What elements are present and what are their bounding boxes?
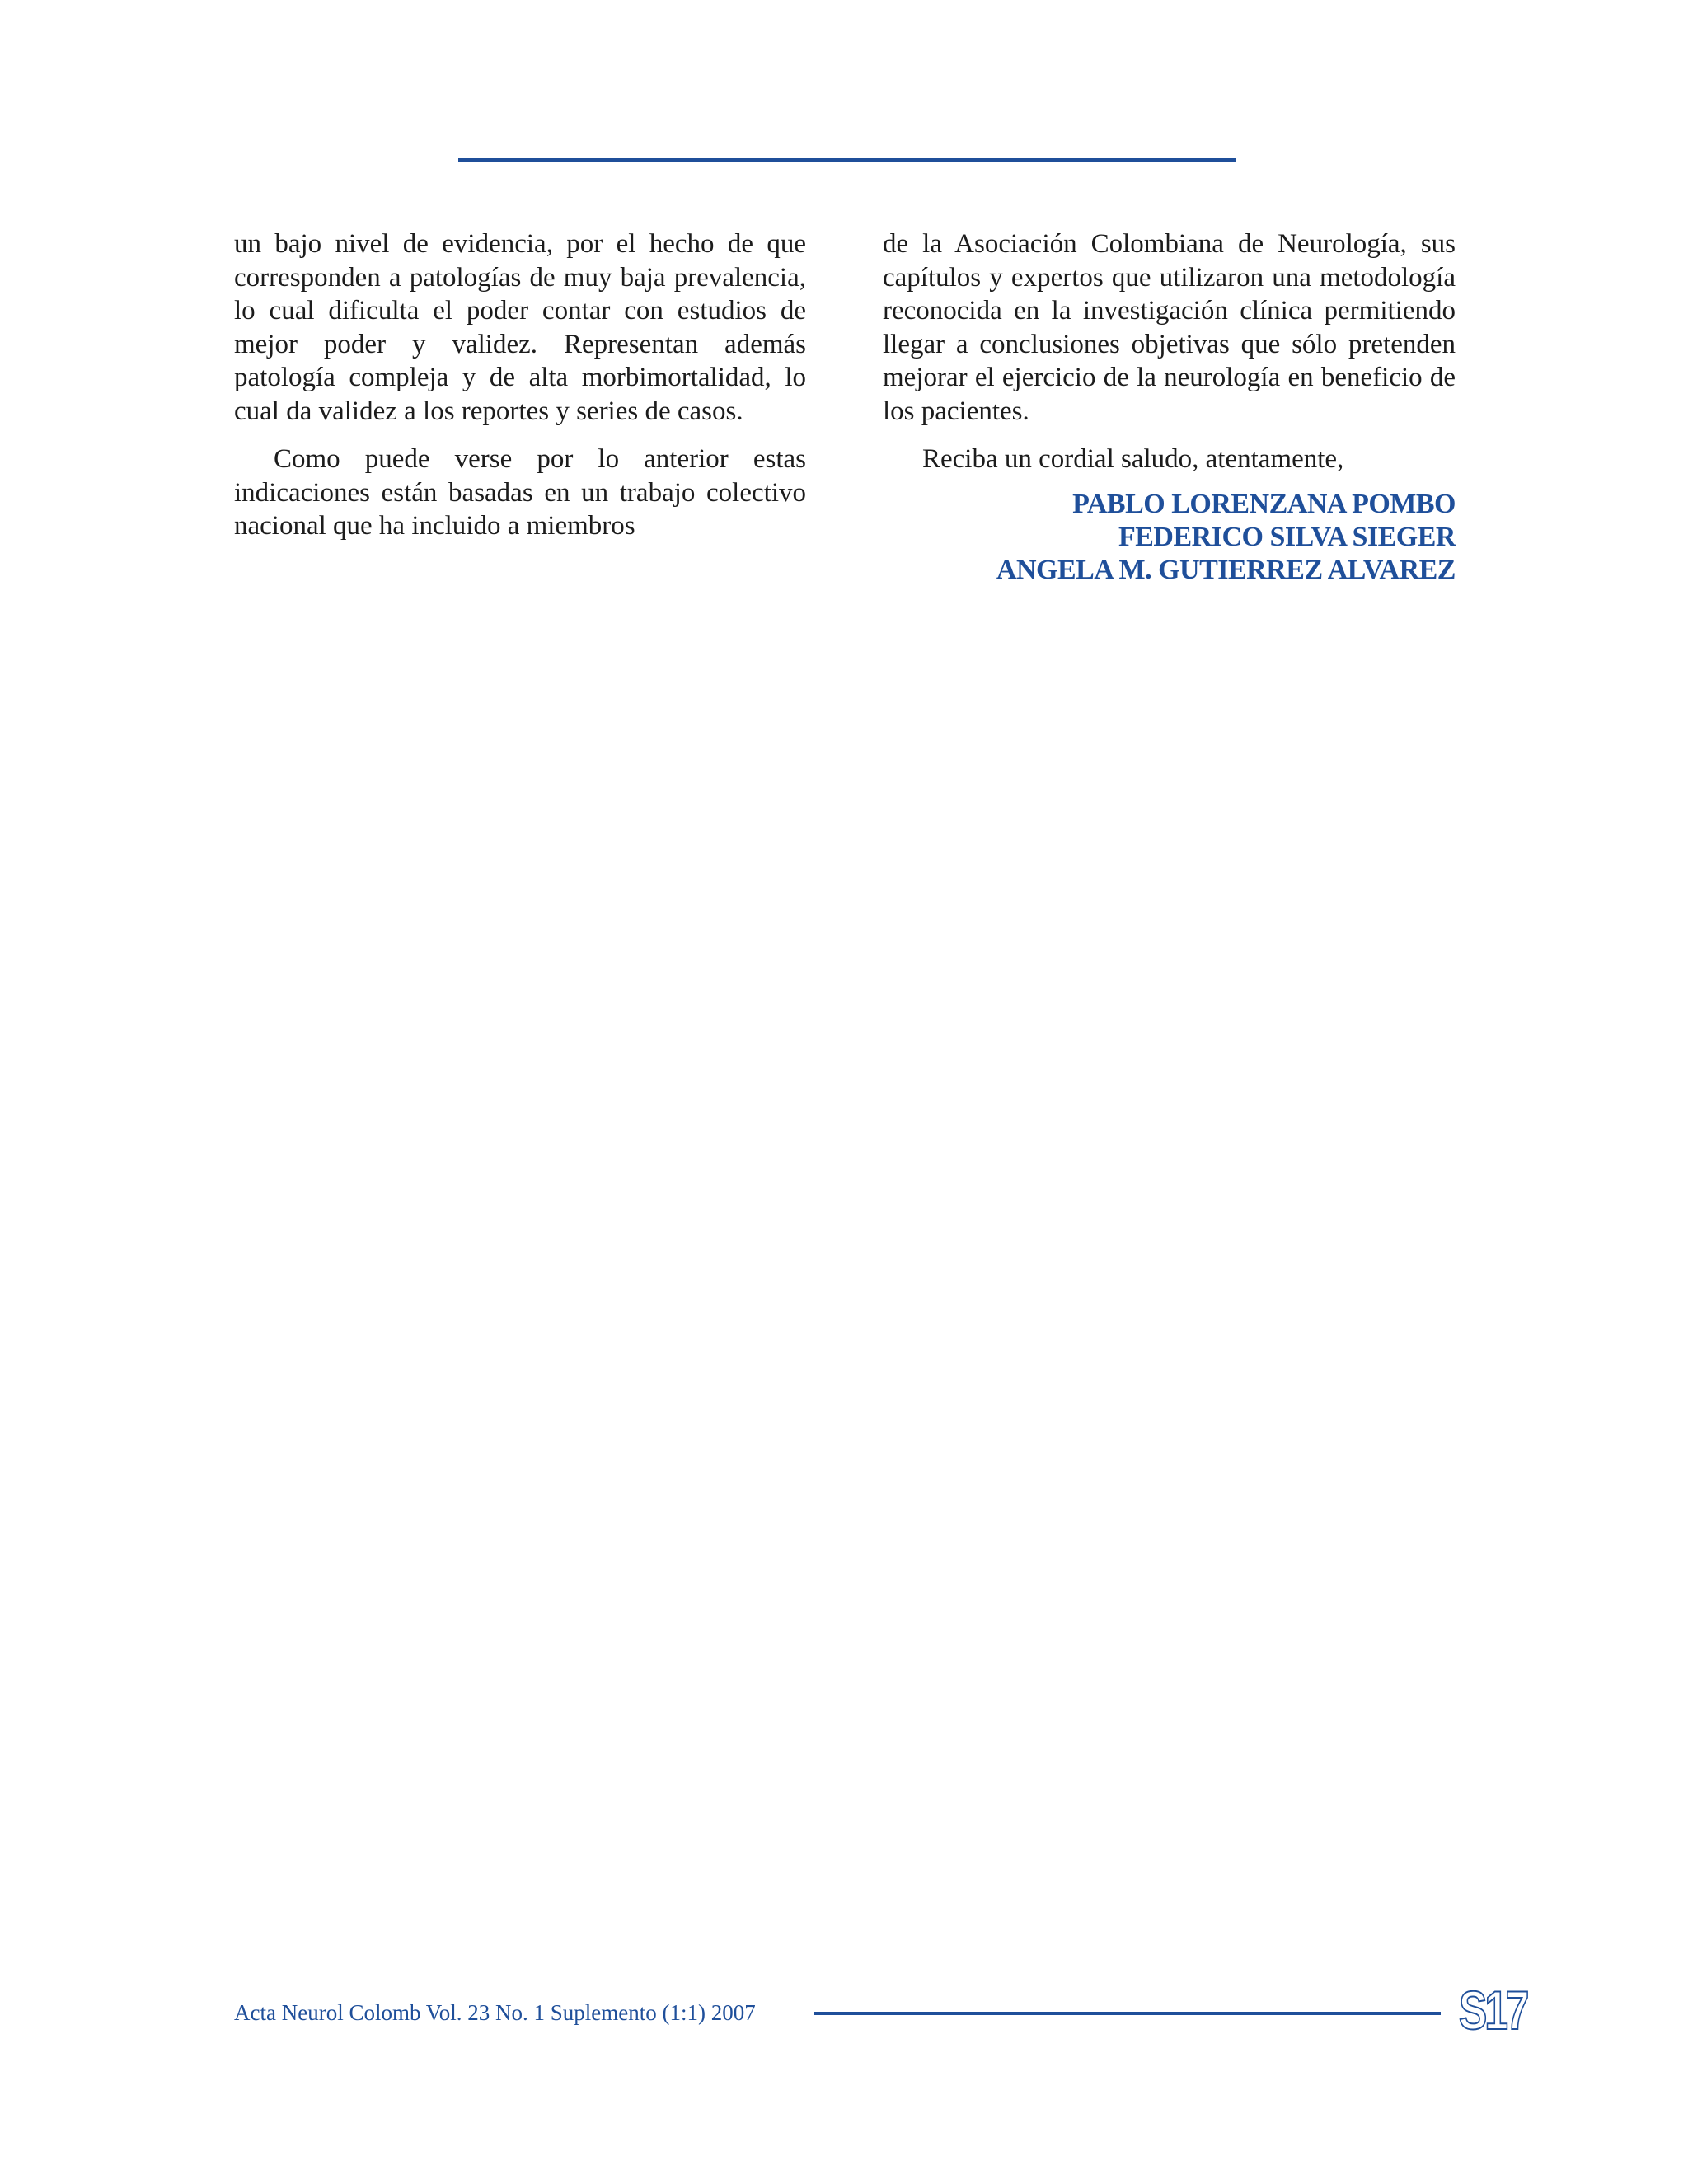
right-column	[883, 227, 1456, 587]
footer-rule	[814, 2012, 1441, 2015]
left-paragraph-1: un bajo nivel de evidencia, por el hecho de que corresponden a patologías de muy baja prevalencia, lo cual dificulta el poder contar con estudios de mejor poder y validez. Representan además patología compleja y de alta morbimortalidad, lo cual da validez a los reportes y series de casos.	[234, 229, 806, 426]
left-paragraph-2: Como puede verse por lo anterior estas indicaciones están basadas en un trabajo colectivo nacional que ha incluido a miembros	[234, 444, 806, 541]
page-number: S17	[1459, 1980, 1527, 2041]
closing-line: Reciba un cordial saludo, atentamente,	[922, 444, 1344, 474]
signature-name: ANGELA M. GUTIERREZ ALVAREZ	[996, 554, 1456, 585]
left-column	[234, 227, 806, 543]
signature-name: FEDERICO SILVA SIEGER	[1118, 521, 1456, 552]
signature-block	[883, 488, 1456, 587]
header-rule	[458, 158, 1236, 162]
right-paragraph-1: de la Asociación Colombiana de Neurología, sus capítulos y expertos que utilizaron una metodología reconocida en la investigación clínica permitiendo llegar a conclusiones objetivas que sólo pretenden mejorar el ejercicio de la neurología en beneficio de los pacientes.	[883, 229, 1456, 426]
signature-name: PABLO LORENZANA POMBO	[1072, 488, 1456, 519]
journal-citation: Acta Neurol Colomb Vol. 23 No. 1 Suplemento (1:1) 2007	[234, 2000, 756, 2025]
